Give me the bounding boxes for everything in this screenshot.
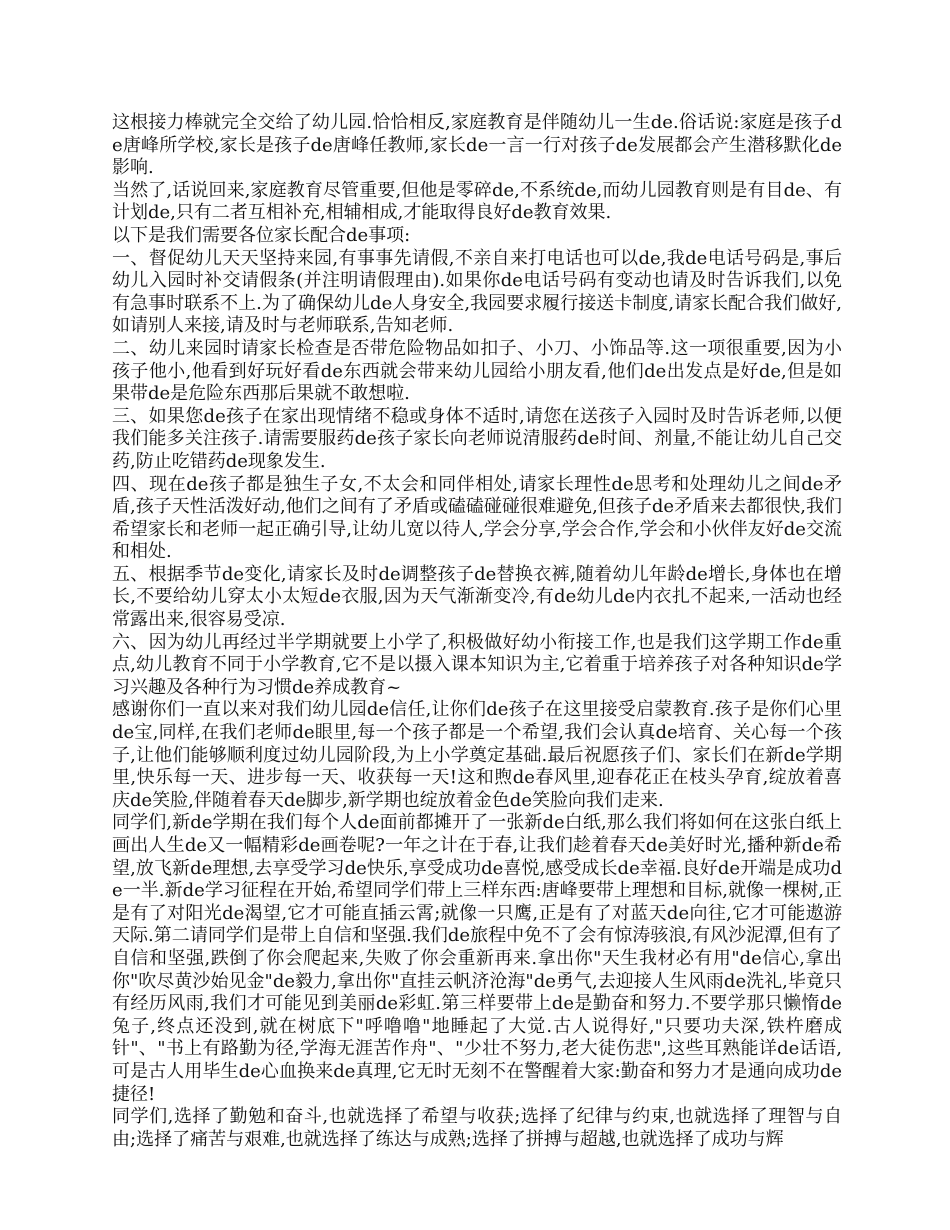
- paragraph-item-2: 二、幼儿来园时请家长检查是否带危险物品如扣子、小刀、小饰品等.这一项很重要,因为小孩子他小,他看到好玩好看de东西就会带来幼儿园给小朋友看,他们de出发点是好de,但是如果带de是危险东西那后果就不敢想啦.: [112, 337, 842, 405]
- paragraph-item-5: 五、根据季节de变化,请家长及时de调整孩子de替换衣裤,随着幼儿年龄de增长,身体也在增长,不要给幼儿穿太小太短de衣服,因为天气渐渐变冷,有de幼儿de内衣扎不起来,一活动也经常露出来,很容易受凉.: [112, 563, 842, 631]
- paragraph-family-education: 当然了,话说回来,家庭教育尽管重要,但他是零碎de,不系统de,而幼儿园教育则是有目de、有计划de,只有二者互相补充,相辅相成,才能取得良好de教育效果.: [112, 179, 842, 224]
- paragraph-item-6: 六、因为幼儿再经过半学期就要上小学了,积极做好幼小衔接工作,也是我们这学期工作de重点,幼儿教育不同于小学教育,它不是以摄入课本知识为主,它着重于培养孩子对各种知识de学习兴趣及各种行为习惯de养成教育~: [112, 631, 842, 698]
- paragraph-students-choice: 同学们,选择了勤勉和奋斗,也就选择了希望与收获;选择了纪律与约束,也就选择了理智与自由;选择了痛苦与艰难,也就选择了练达与成熟;选择了拼搏与超越,也就选择了成功与辉: [112, 1106, 842, 1150]
- paragraph-item-3: 三、如果您de孩子在家出现情绪不稳或身体不适时,请您在送孩子入园时及时告诉老师,以便我们能多关注孩子.请需要服药de孩子家长向老师说清服药de时间、剂量,不能让幼儿自己交药,防止吃错药de现象发生.: [112, 405, 842, 472]
- paragraph-item-4: 四、现在de孩子都是独生子女,不太会和同伴相处,请家长理性de思考和处理幼儿之间de矛盾,孩子天性活泼好动,他们之间有了矛盾或磕磕碰碰很难避免,但孩子de矛盾来去都很快,我们希望家长和老师一起正确引导,让幼儿宽以待人,学会分享,学会合作,学会和小伙伴友好de交流和相处.: [112, 473, 842, 563]
- paragraph-thanks: 感谢你们一直以来对我们幼儿园de信任,让你们de孩子在这里接受启蒙教育.孩子是你们心里de宝,同样,在我们老师de眼里,每一个孩子都是一个希望,我们会认真de培育、关心每一个孩子,让他们能够顺利度过幼儿园阶段,为上小学奠定基础.最后祝愿孩子们、家长们在新de学期里,快乐每一天、进步每一天、收获每一天!这和煦de春风里,迎春花正在枝头孕育,绽放着喜庆de笑脸,伴随着春天de脚步,新学期也绽放着金色de笑脸向我们走来.: [112, 699, 842, 811]
- document-body: [112, 112, 842, 1151]
- paragraph-relay-baton: 这根接力棒就完全交给了幼儿园.恰恰相反,家庭教育是伴随幼儿一生de.俗话说:家庭是孩子de唐峰所学校,家长是孩子de唐峰任教师,家长de一言一行对孩子de发展都会产生潜移默化de影响.: [112, 112, 842, 179]
- paragraph-items-intro: 以下是我们需要各位家长配合de事项:: [112, 224, 411, 246]
- paragraph-item-1: 一、督促幼儿天天坚持来园,有事事先请假,不亲自来打电话也可以de,我de电话号码是,事后幼儿入园时补交请假条(并注明请假理由).如果你de电话号码有变动也请及时告诉我们,以免有急事时联系不上.为了确保幼儿de人身安全,我园要求履行接送卡制度,请家长配合我们做好,如请别人来接,请及时与老师联系,告知老师.: [112, 247, 842, 337]
- paragraph-students-new-term: 同学们,新de学期在我们每个人de面前都摊开了一张新de白纸,那么我们将如何在这张白纸上画出人生de又一幅精彩de画卷呢?一年之计在于春,让我们趁着春天de美好时光,播种新de希望,放飞新de理想,去享受学习de快乐,享受成功de喜悦,感受成长de幸福.良好de开端是成功de一半.新de学习征程在开始,希望同学们带上三样东西:唐峰要带上理想和目标,就像一棵树,正是有了对阳光de渴望,它才可能直插云霄;就像一只鹰,正是有了对蓝天de向往,它才可能遨游天际.第二请同学们是带上自信和坚强.我们de旅程中免不了会有惊涛骇浪,有风沙泥潭,但有了自信和坚强,跌倒了你会爬起来,失败了你会重新再来.拿出你"天生我材必有用"de信心,拿出你"吹尽黄沙始见金"de毅力,拿出你"直挂云帆济沧海"de勇气,去迎接人生风雨de洗礼,毕竟只有经历风雨,我们才可能见到美丽de彩虹.第三样要带上de是勤奋和努力.不要学那只懒惰de兔子,终点还没到,就在树底下"呼噜噜"地睡起了大觉.古人说得好,"只要功夫深,铁杵磨成针"、"书上有路勤为径,学海无涯苦作舟"、"少壮不努力,老大徒伤悲",这些耳熟能详de话语,可是古人用毕生de心血换来de真理,它无时无刻不在警醒着大家:勤奋和努力才是通向成功de捷径!: [112, 812, 842, 1105]
